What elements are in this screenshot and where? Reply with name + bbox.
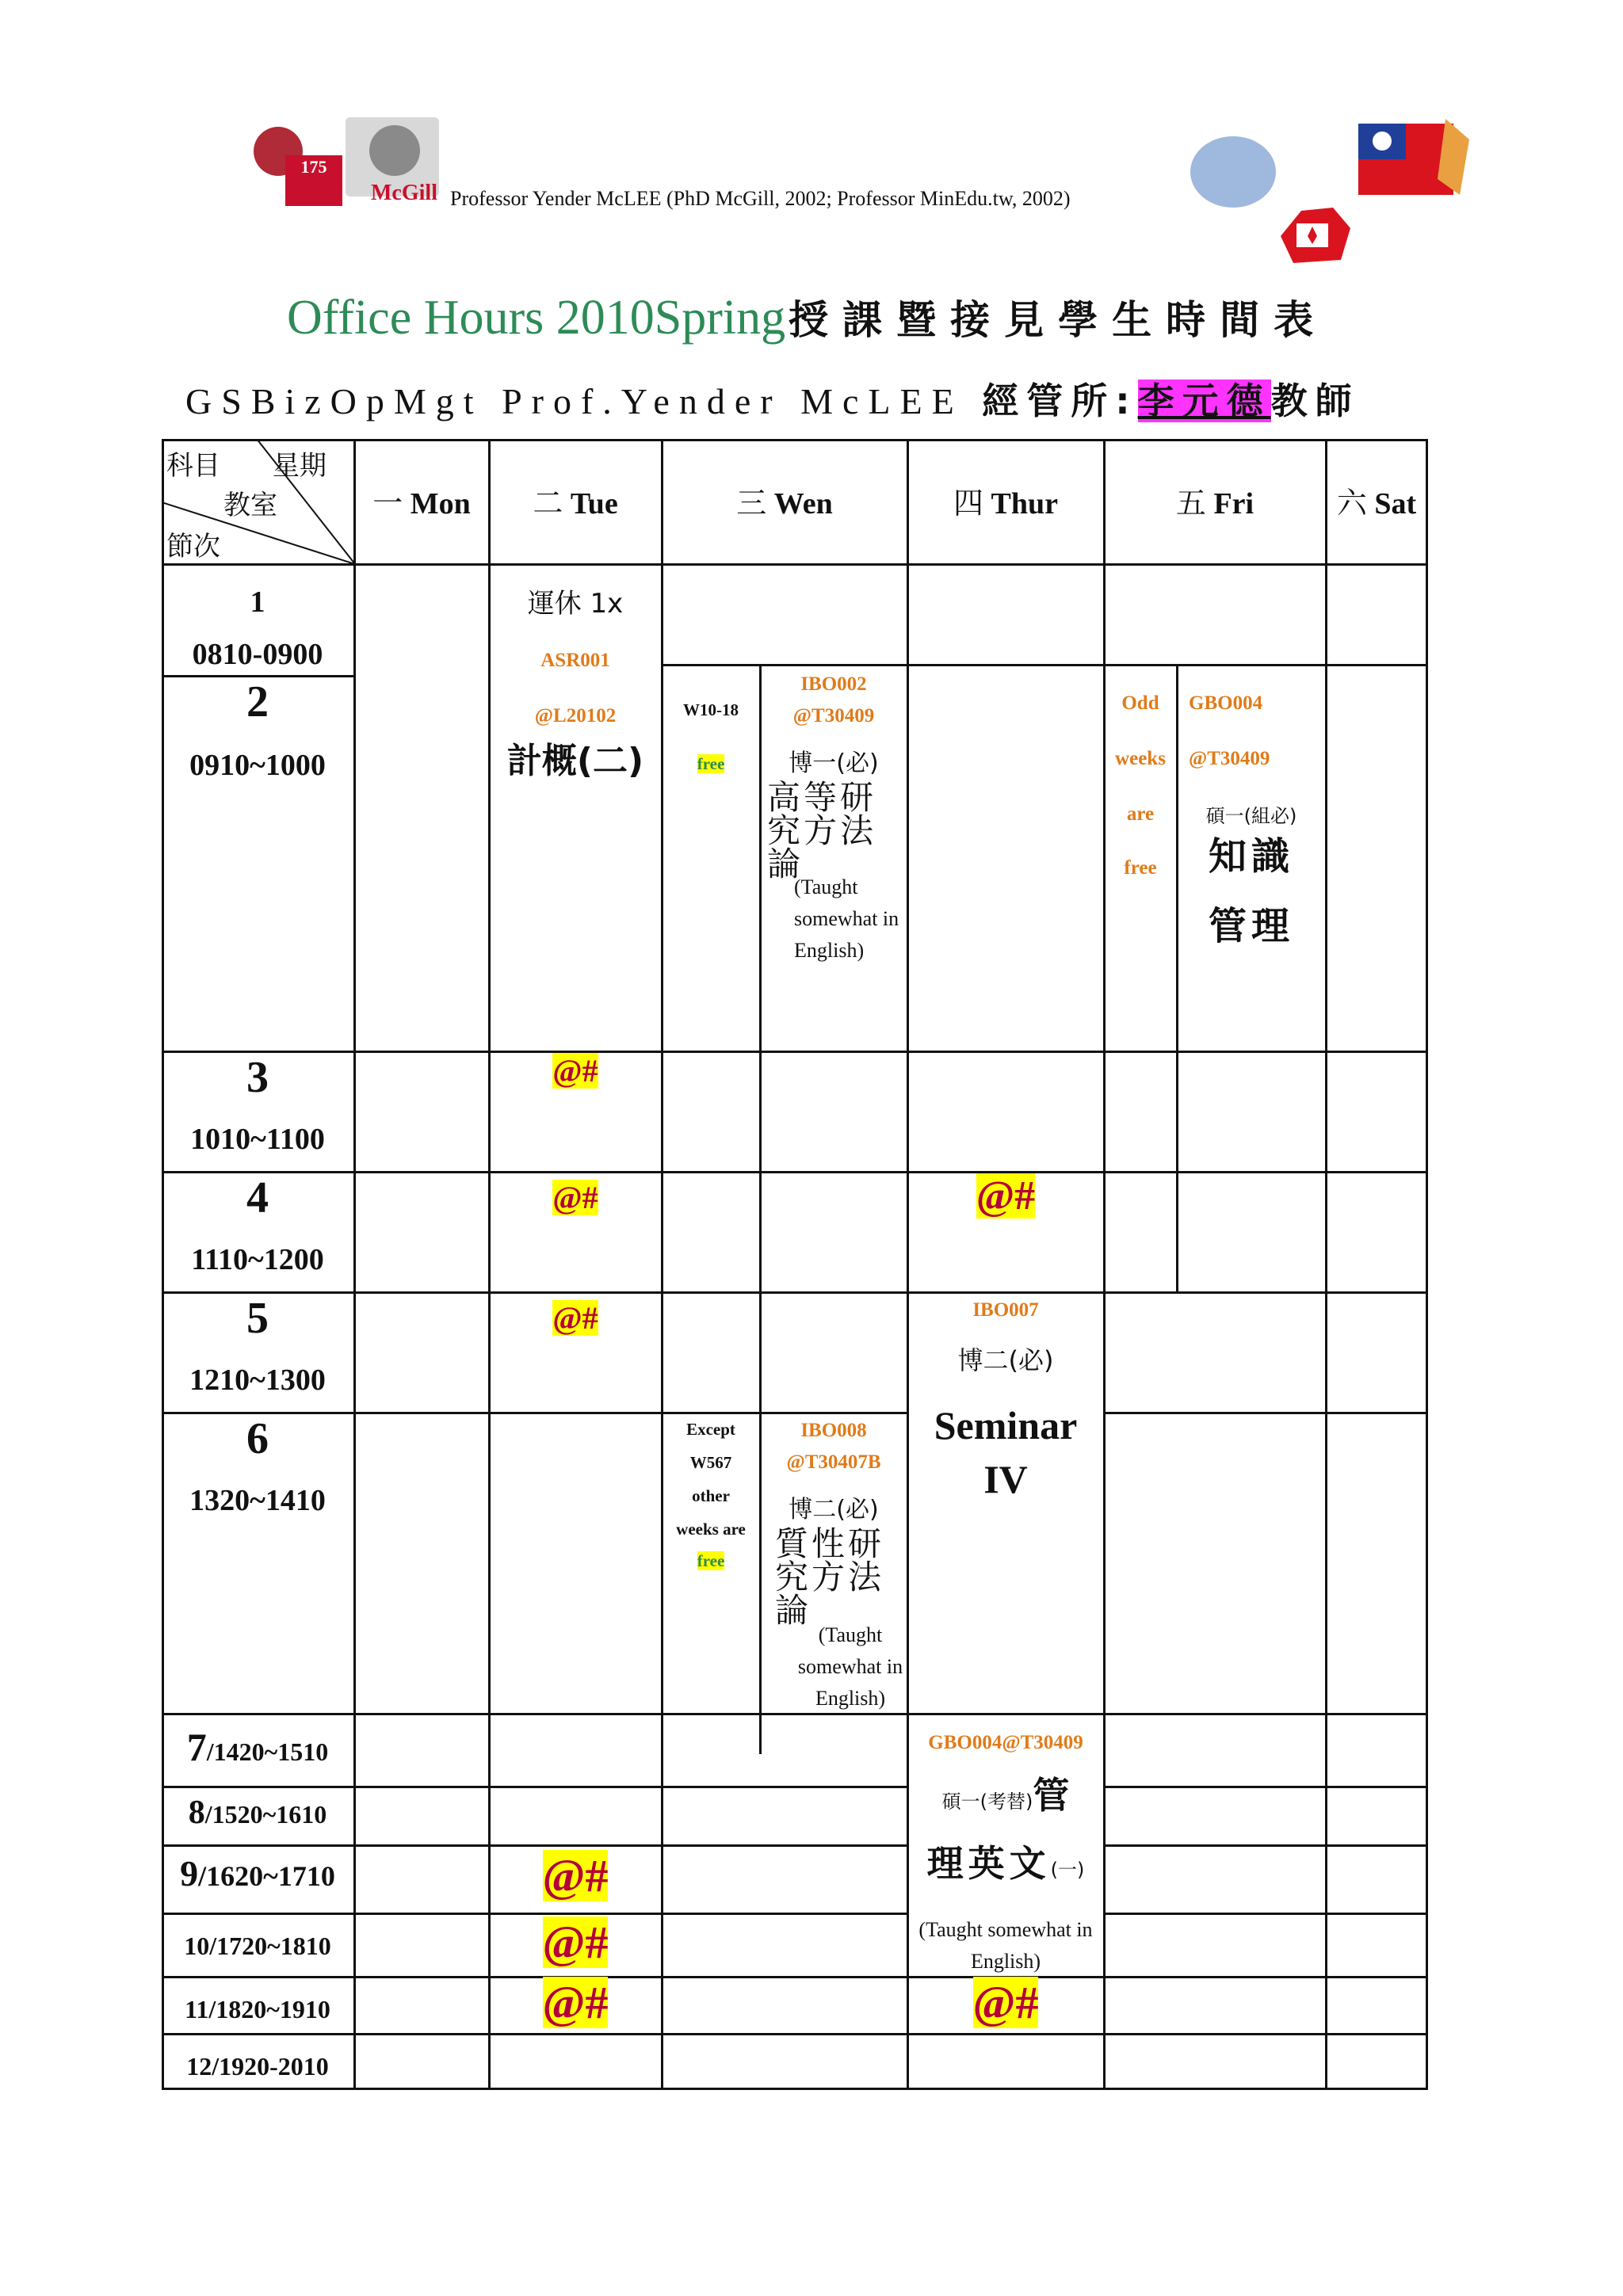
day-header-mon: 一 Mon [372, 486, 471, 521]
mcgill-175-logo [285, 155, 342, 206]
corner-room: 教室 [223, 490, 277, 521]
period-2-num: 2 [246, 677, 269, 727]
subtitle-prefix: GSBizOpMgt Prof.Yender McLEE [185, 381, 964, 421]
period-10-label: 10/1720~1810 [184, 1932, 331, 1960]
tue-course-name: 計概(二) [506, 741, 644, 781]
page-title [287, 288, 1327, 346]
thur-gbo004-code: GBO004@T30409 [928, 1732, 1083, 1753]
day-header-thur: 四 Thur [953, 486, 1058, 521]
thur-ibo007-level: 博二(必) [957, 1345, 1054, 1375]
wen-except-free: free [697, 1551, 725, 1570]
wen-ibo008-note: (Taught somewhat in English) [797, 1623, 903, 1710]
title-chinese: 授課暨接見學生時間表 [789, 297, 1328, 343]
period-4-time: 1110~1200 [191, 1243, 324, 1276]
day-header-fri: 五 Fri [1175, 486, 1254, 521]
fri-gbo004-room: @T30409 [1189, 748, 1270, 769]
wen-ibo008-level: 博二(必) [789, 1496, 879, 1524]
wen-except-l2: W567 [689, 1453, 732, 1472]
thur-ibo007-course1: Seminar [934, 1403, 1078, 1447]
thur-gbo004-course-line: 理英文(一) [926, 1842, 1085, 1885]
period-5-num: 5 [246, 1294, 269, 1343]
wen-free-note: free [697, 754, 725, 773]
schedule-table [162, 439, 1428, 2090]
canada-map-flag [1277, 204, 1354, 268]
period-8-label: 8/1520~1610 [188, 1794, 327, 1831]
day-header-tue: 二 Tue [533, 486, 618, 521]
office-mark-tue-11: @# [542, 1977, 609, 2028]
fri-odd-l4: free [1124, 857, 1157, 879]
subtitle-name: 李元德 [1137, 379, 1271, 422]
mcgill-logo-text: McGill [371, 181, 437, 205]
period-1-num: 1 [250, 585, 265, 619]
wen-ibo002-course: 高等研究方法論 [767, 778, 877, 883]
period-11-label: 11/1820~1910 [185, 1995, 330, 2023]
thur-ibo007-course2: IV [983, 1457, 1028, 1501]
period-5-time: 1210~1300 [189, 1363, 326, 1397]
office-mark-tue-4: @# [552, 1180, 598, 1215]
thur-gbo004-level-line: 碩一(考替)管 [941, 1774, 1070, 1817]
wen-weeks-note: W10-18 [683, 700, 739, 719]
day-header-sat: 六 Sat [1336, 486, 1417, 521]
fri-gbo004-course1: 知識 [1208, 834, 1294, 879]
period-4-num: 4 [246, 1173, 269, 1222]
period-9-label: 9/1620~1710 [180, 1853, 335, 1894]
mcgill-175-text: 175 [300, 157, 327, 177]
fri-odd-l1: Odd [1121, 692, 1159, 714]
title-english: Office Hours 2010Spring [287, 291, 786, 345]
page-subtitle [185, 372, 1360, 425]
period-6-num: 6 [246, 1414, 269, 1463]
office-mark-thur-4: @# [976, 1173, 1036, 1219]
wen-ibo008-room: @T30407B [786, 1451, 881, 1473]
fri-gbo004-code: GBO004 [1189, 692, 1263, 714]
corner-period: 節次 [166, 531, 220, 563]
office-mark-tue-9: @# [542, 1850, 609, 1901]
day-header-wen: 三 Wen [736, 486, 833, 521]
office-mark-tue-5: @# [552, 1300, 598, 1336]
subtitle-dept: 經管所: [982, 379, 1138, 422]
fri-odd-l3: are [1126, 803, 1155, 825]
wen-except-l3: other [692, 1486, 730, 1505]
period-12-label: 12/1920-2010 [186, 2052, 329, 2081]
fri-gbo004-course2: 管理 [1208, 904, 1294, 948]
corner-subject: 科目 [166, 450, 220, 482]
wen-ibo002-code: IBO002 [800, 673, 867, 695]
professor-line: Professor Yender McLEE (PhD McGill, 2002; Professor MinEdu.tw, 2002) [450, 187, 1071, 210]
wen-ibo008-course: 質性研究方法論 [775, 1524, 885, 1630]
tue-suspend-note: 運休 1x [527, 588, 624, 620]
office-mark-tue-10: @# [542, 1917, 609, 1968]
office-mark-tue-3: @# [552, 1053, 598, 1089]
taiwan-flag-map [1358, 116, 1476, 204]
period-6-time: 1320~1410 [189, 1484, 326, 1517]
period-3-num: 3 [246, 1053, 269, 1102]
fri-odd-l2: weeks [1115, 748, 1166, 769]
period-2-time: 0910~1000 [189, 749, 326, 782]
fri-gbo004-level: 碩一(組必) [1205, 805, 1297, 827]
office-mark-thur-11: @# [972, 1977, 1039, 2028]
wen-ibo002-note: (Taught somewhat in English) [794, 875, 899, 962]
tue-course-room: @L20102 [534, 705, 617, 727]
period-7-label: 7/1420~1510 [186, 1725, 329, 1769]
wen-except-l1: Except [686, 1420, 735, 1439]
thur-ibo007-code: IBO007 [972, 1299, 1039, 1321]
thur-gbo004-note: (Taught somewhat in English) [918, 1918, 1093, 1973]
corner-weekday: 星期 [273, 450, 327, 482]
un-emblem [1190, 136, 1276, 208]
wen-ibo008-code: IBO008 [800, 1420, 867, 1441]
wen-ibo002-level: 博一(必) [789, 749, 879, 777]
wen-except-l4: weeks are [676, 1520, 746, 1539]
period-1-time: 0810-0900 [192, 638, 323, 671]
wen-ibo002-room: @T30409 [792, 705, 875, 727]
subtitle-suffix: 教師 [1270, 379, 1360, 422]
period-3-time: 1010~1100 [190, 1123, 325, 1156]
tue-course-code: ASR001 [540, 650, 610, 671]
